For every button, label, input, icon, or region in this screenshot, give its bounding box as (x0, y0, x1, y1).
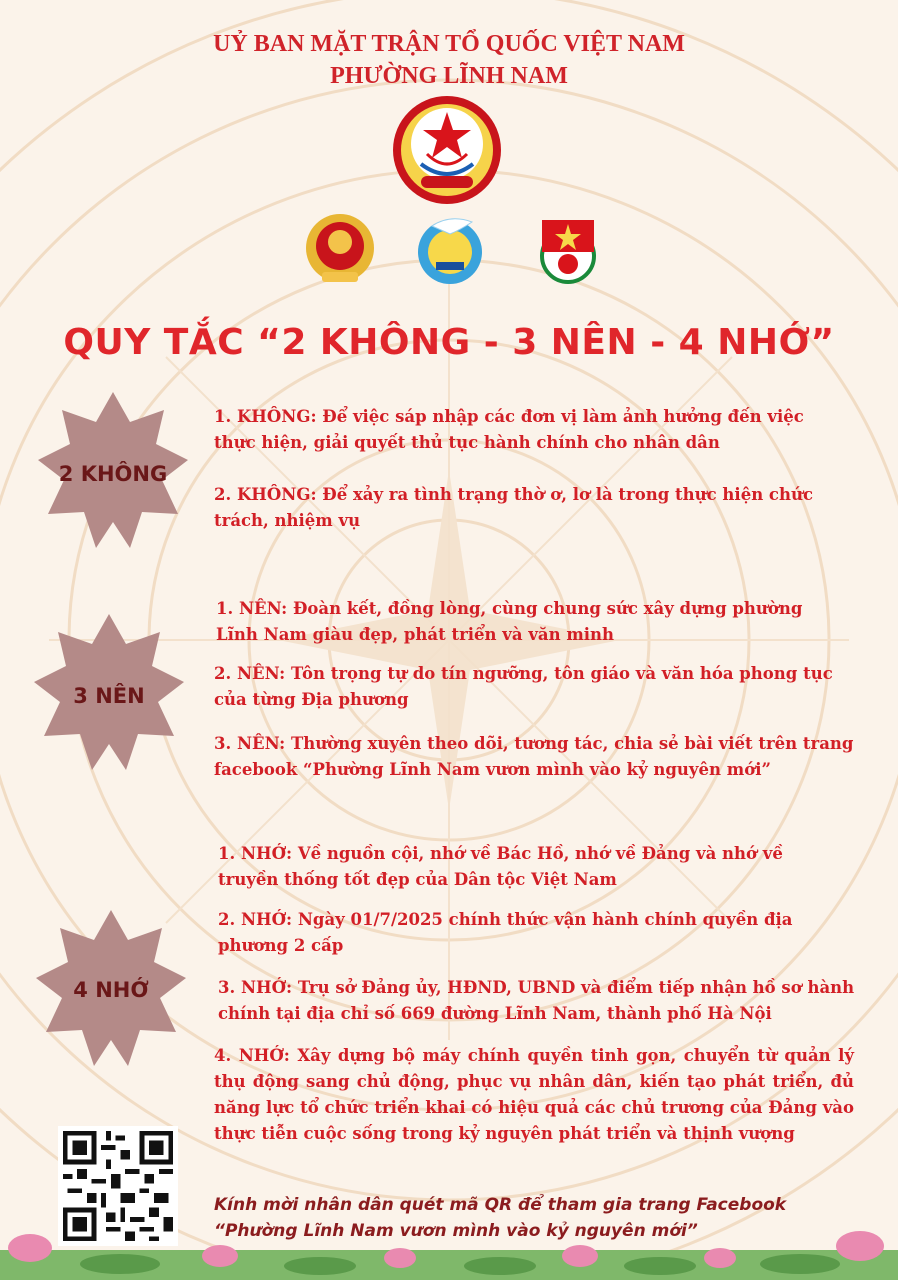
section-label-3-nen: 3 NÊN (73, 684, 145, 708)
invitation-line-1: Kính mời nhân dân quét mã QR để tham gia trang Facebook (214, 1195, 787, 1215)
khong-item-1: 1. KHÔNG: Để việc sáp nhập các đơn vị làm ảnh hưởng đến việc thực hiện, giải quyết thủ tục hành chính cho nhân dân (214, 407, 804, 452)
organization-name: UỶ BAN MẶT TRẬN TỔ QUỐC VIỆT NAM (213, 31, 685, 57)
mat-tran-to-quoc-emblem-icon (391, 94, 503, 206)
section-label-4-nho: 4 NHỚ (73, 978, 149, 1002)
nho-item-1: 1. NHỚ: Về nguồn cội, nhớ về Bác Hồ, nhớ về Đảng và nhớ về truyền thống tốt đẹp của Dân tộc Việt Nam (218, 844, 783, 889)
nho-item-4: 4. NHỚ: Xây dựng bộ máy chính quyền tinh gọn, chuyển từ quản lý thụ động sang chủ động, phục vụ nhân dân, kiến tạo phát triển, đủ năng lực tổ chức triển khai có hiệu quả các chủ trương của Đảng vào thực tiễn cuộc sống trong kỷ nguyên phát triển và thịnh vượng (214, 1046, 854, 1143)
women-union-emblem-icon (412, 212, 488, 288)
qr-invitation (214, 1192, 864, 1244)
nen-item-2: 2. NÊN: Tôn trọng tự do tín ngưỡng, tôn giáo và văn hóa phong tục của từng Địa phương (214, 664, 833, 709)
veterans-association-emblem-icon (302, 212, 378, 288)
page-title: QUY TẮC “2 KHÔNG - 3 NÊN - 4 NHỚ” (63, 322, 835, 363)
invitation-line-2: “Phường Lĩnh Nam vươn mình vào kỷ nguyên mới” (214, 1221, 698, 1241)
ward-name: PHƯỜNG LĨNH NAM (330, 63, 568, 89)
organization-header (0, 28, 898, 92)
nho-item-3: 3. NHỚ: Trụ sở Đảng ủy, HĐND, UBND và điểm tiếp nhận hồ sơ hành chính tại địa chỉ số 669 đường Lĩnh Nam, thành phố Hà Nội (218, 978, 855, 1023)
nho-item-2: 2. NHỚ: Ngày 01/7/2025 chính thức vận hành chính quyền địa phương 2 cấp (218, 910, 793, 955)
khong-item-2: 2. KHÔNG: Để xảy ra tình trạng thờ ơ, lơ là trong thực hiện chức trách, nhiệm vụ (214, 485, 814, 530)
youth-union-emblem-icon (530, 212, 606, 288)
qr-code-icon[interactable] (58, 1126, 178, 1246)
nen-item-3: 3. NÊN: Thường xuyên theo dõi, tương tác, chia sẻ bài viết trên trang facebook “Phường Lĩnh Nam vươn mình vào kỷ nguyên mới” (214, 734, 854, 779)
section-label-2-khong: 2 KHÔNG (58, 462, 168, 486)
nen-item-1: 1. NÊN: Đoàn kết, đồng lòng, cùng chung sức xây dựng phường Lĩnh Nam giàu đẹp, phát triển và văn minh (216, 599, 803, 644)
